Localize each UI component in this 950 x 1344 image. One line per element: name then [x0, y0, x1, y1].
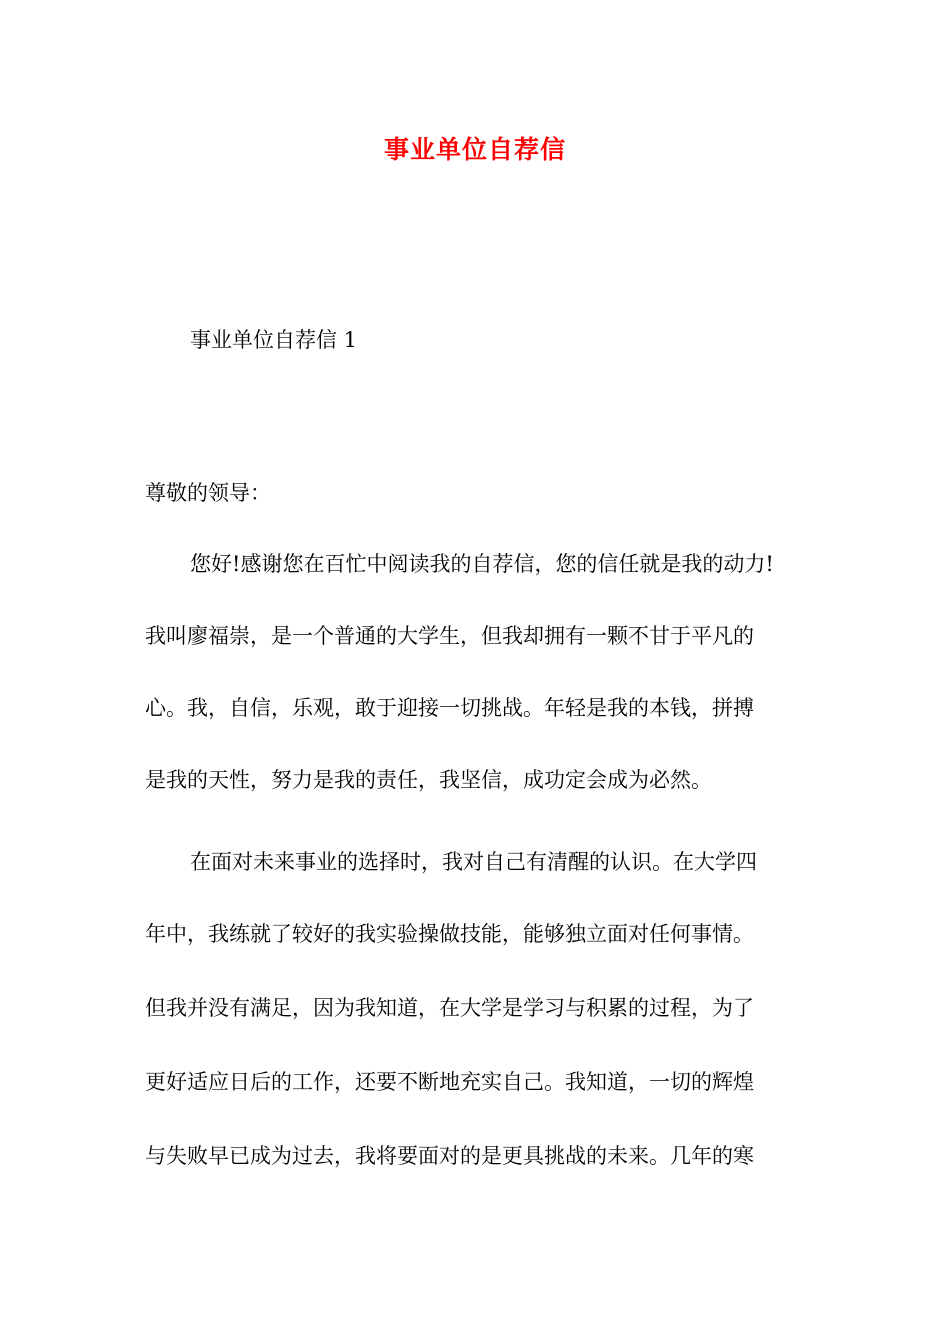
paragraph-2-line-2: 年中，我练就了较好的我实验操做技能，能够独立面对任何事情。	[145, 922, 754, 946]
paragraph-2-line-5: 与失败早已成为过去，我将要面对的是更具挑战的未来。几年的寒	[145, 1144, 754, 1168]
paragraph-1-line-4: 是我的天性，努力是我的责任，我坚信，成功定会成为必然。	[145, 768, 712, 792]
paragraph-1-line-1: 您好!感谢您在百忙中阅读我的自荐信，您的信任就是我的动力!	[190, 552, 774, 576]
letter-subheading: 事业单位自荐信 1	[190, 328, 358, 352]
document-title: 事业单位自荐信	[383, 135, 566, 164]
paragraph-2-line-4: 更好适应日后的工作，还要不断地充实自己。我知道，一切的辉煌	[145, 1070, 754, 1094]
paragraph-2-line-1: 在面对未来事业的选择时，我对自己有清醒的认识。在大学四	[190, 850, 757, 874]
paragraph-1-line-3: 心。我，自信，乐观，敢于迎接一切挑战。年轻是我的本钱，拼搏	[145, 696, 754, 720]
paragraph-2-line-3: 但我并没有满足，因为我知道，在大学是学习与积累的过程，为了	[145, 996, 754, 1020]
paragraph-1-line-2: 我叫廖福崇，是一个普通的大学生，但我却拥有一颗不甘于平凡的	[145, 624, 754, 648]
salutation: 尊敬的领导：	[145, 481, 271, 505]
